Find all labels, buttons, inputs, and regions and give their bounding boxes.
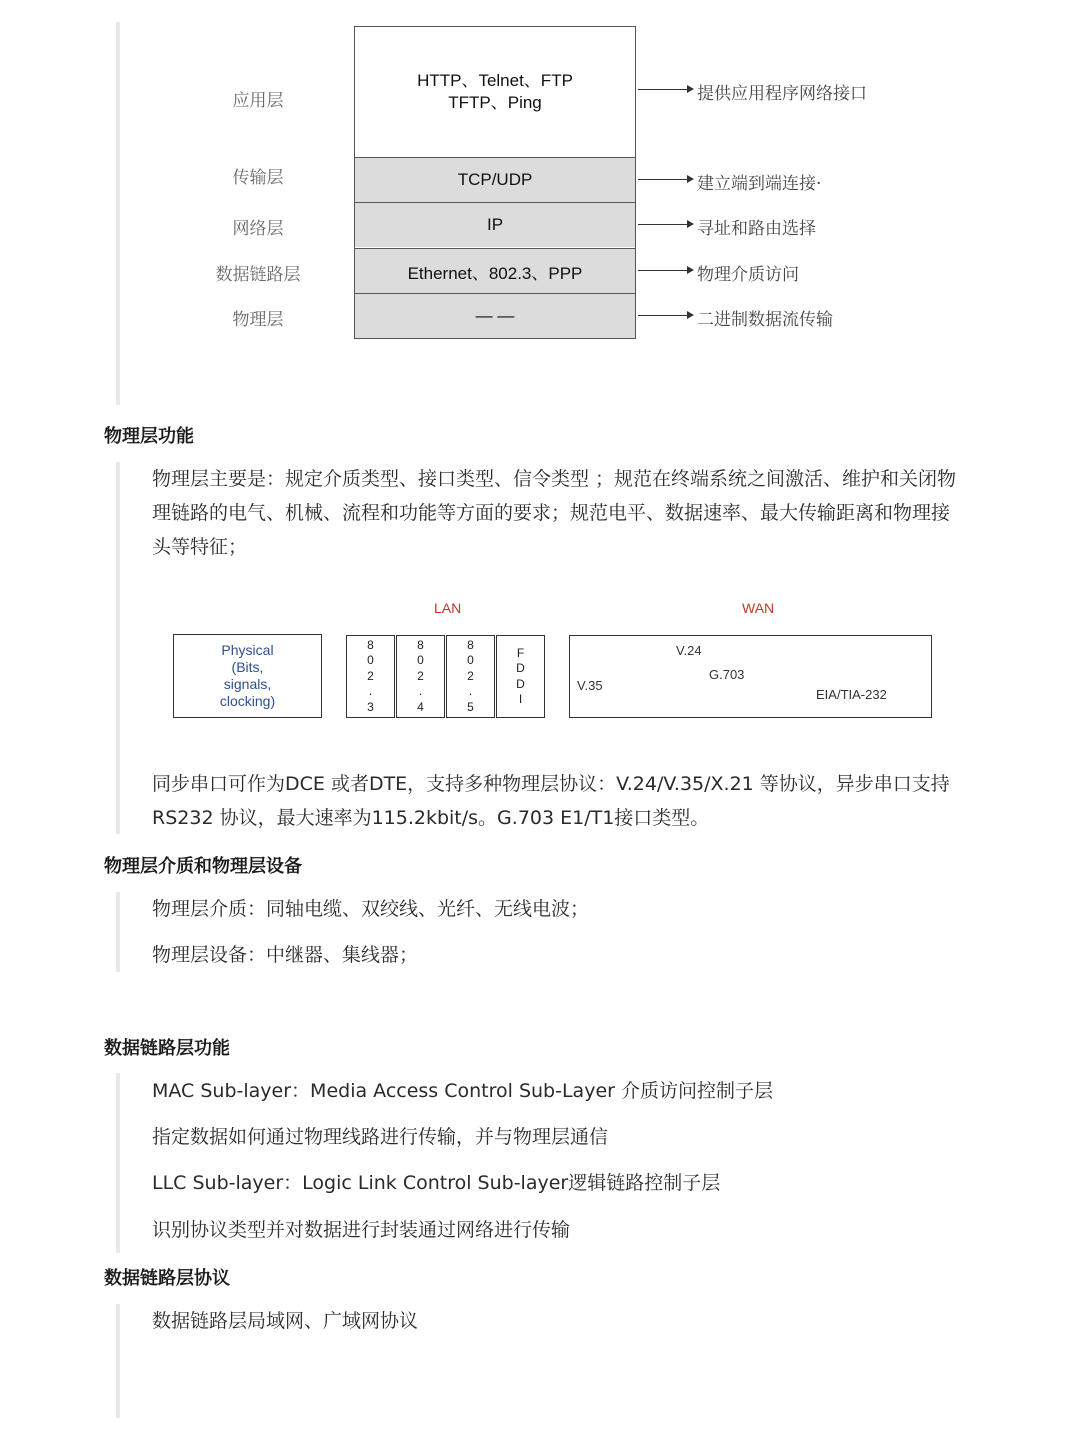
protocol-line: — — (475, 306, 515, 325)
paragraph-serial: 同步串口可作为DCE 或者DTE，支持多种物理层协议：V.24/V.35/X.21 等协议，异步串口支持RS232 协议，最大速率为115.2kbit/s。G.703 E1/T1接口类型。 (152, 773, 950, 829)
lan-label: LAN (434, 600, 462, 616)
lan-char: . (368, 684, 373, 699)
quote-bar (116, 892, 120, 972)
cell-network (355, 202, 635, 247)
quote-bar (116, 462, 120, 834)
arrow-icon (638, 89, 688, 90)
heading-physical-function: 物理层功能 (104, 426, 194, 447)
lan-char: 5 (467, 699, 474, 714)
lan-column-8023 (346, 635, 395, 718)
physical-line: signals, (223, 676, 272, 692)
lan-char: . (418, 684, 423, 699)
physical-line: (Bits, (231, 659, 264, 675)
lan-char: I (518, 692, 523, 706)
cell-physical (355, 293, 635, 338)
lan-char: 3 (367, 699, 374, 714)
lan-char: 2 (467, 668, 474, 683)
lan-char: 0 (467, 653, 474, 668)
media-line: 物理层介质：同轴电缆、双绞线、光纤、无线电波； (152, 898, 590, 920)
layer-label-transport: 传输层 (232, 168, 284, 188)
lan-char: D (516, 676, 525, 691)
lan-char: 8 (417, 637, 424, 652)
layer-label-datalink: 数据链路层 (215, 265, 301, 285)
wan-eia: EIA/TIA-232 (816, 687, 887, 702)
quote-bar (116, 22, 120, 405)
lan-char: D (516, 661, 525, 675)
layer-description: 建立端到端连接· (697, 174, 822, 194)
protocol-line: HTTP、Telnet、FTP (417, 71, 573, 90)
datalink-line: MAC Sub-layer：Media Access Control Sub-Layer 介质访问控制子层 (152, 1080, 773, 1102)
heading-datalink-function: 数据链路层功能 (104, 1038, 230, 1059)
protocol-line: TFTP、Ping (448, 93, 542, 112)
datalink-protocol-line: 数据链路层局域网、广域网协议 (152, 1310, 419, 1332)
layer-label-application: 应用层 (232, 91, 284, 111)
lan-column-8024 (396, 635, 445, 718)
cell-application (355, 27, 635, 157)
lan-char: 0 (417, 653, 424, 668)
wan-box (569, 635, 932, 718)
datalink-line: LLC Sub-layer：Logic Link Control Sub-layer逻辑链路控制子层 (152, 1172, 721, 1194)
wan-v24: V.24 (676, 643, 702, 658)
layer-description: 物理介质访问 (697, 265, 799, 285)
lan-char: 2 (367, 668, 374, 683)
datalink-line: 指定数据如何通过物理线路进行传输，并与物理层通信 (152, 1126, 609, 1148)
arrow-icon (638, 179, 688, 180)
layer-label-network: 网络层 (232, 219, 284, 239)
lan-char: F (516, 645, 525, 660)
heading-physical-media: 物理层介质和物理层设备 (104, 856, 302, 877)
physical-line: clocking) (219, 693, 276, 709)
paragraph-physical-function: 物理层主要是：规定介质类型、接口类型、信令类型 ；规范在终端系统之间激活、维护和关闭物理链路的电气、机械、流程和功能等方面的要求；规范电平、数据速率、最大传输距离和物理接头等特征； (152, 468, 957, 558)
cell-transport (355, 157, 635, 202)
cell-datalink (355, 248, 635, 293)
lan-char: 0 (367, 653, 374, 668)
physical-line: Physical (221, 642, 274, 658)
lan-char: 8 (367, 637, 374, 652)
lan-char: 4 (417, 699, 424, 714)
heading-datalink-protocol: 数据链路层协议 (104, 1268, 230, 1289)
datalink-line: 识别协议类型并对数据进行封装通过网络进行传输 (152, 1219, 571, 1241)
layer-description: 二进制数据流传输 (697, 310, 833, 330)
arrow-icon (638, 224, 688, 225)
lan-column-8025 (446, 635, 495, 718)
arrow-icon (638, 270, 688, 271)
wan-g703: G.703 (709, 667, 745, 682)
protocol-line: TCP/UDP (457, 170, 533, 189)
wan-label: WAN (742, 600, 775, 616)
protocol-line: IP (486, 215, 504, 234)
quote-bar (116, 1304, 120, 1418)
protocol-line: Ethernet、802.3、PPP (407, 263, 583, 283)
protocol-stack (354, 26, 636, 339)
lan-char: 8 (467, 637, 474, 652)
layer-description: 寻址和路由选择 (697, 219, 816, 239)
layer-label-physical: 物理层 (232, 310, 284, 330)
quote-bar (116, 1073, 120, 1253)
physical-box (173, 634, 322, 718)
lan-char: . (468, 684, 473, 699)
device-line: 物理层设备：中继器、集线器； (152, 944, 419, 966)
lan-column-fddi (496, 635, 545, 718)
layer-description: 提供应用程序网络接口 (697, 84, 867, 104)
lan-char: 2 (417, 668, 424, 683)
arrow-icon (638, 315, 688, 316)
wan-v35: V.35 (577, 678, 603, 693)
